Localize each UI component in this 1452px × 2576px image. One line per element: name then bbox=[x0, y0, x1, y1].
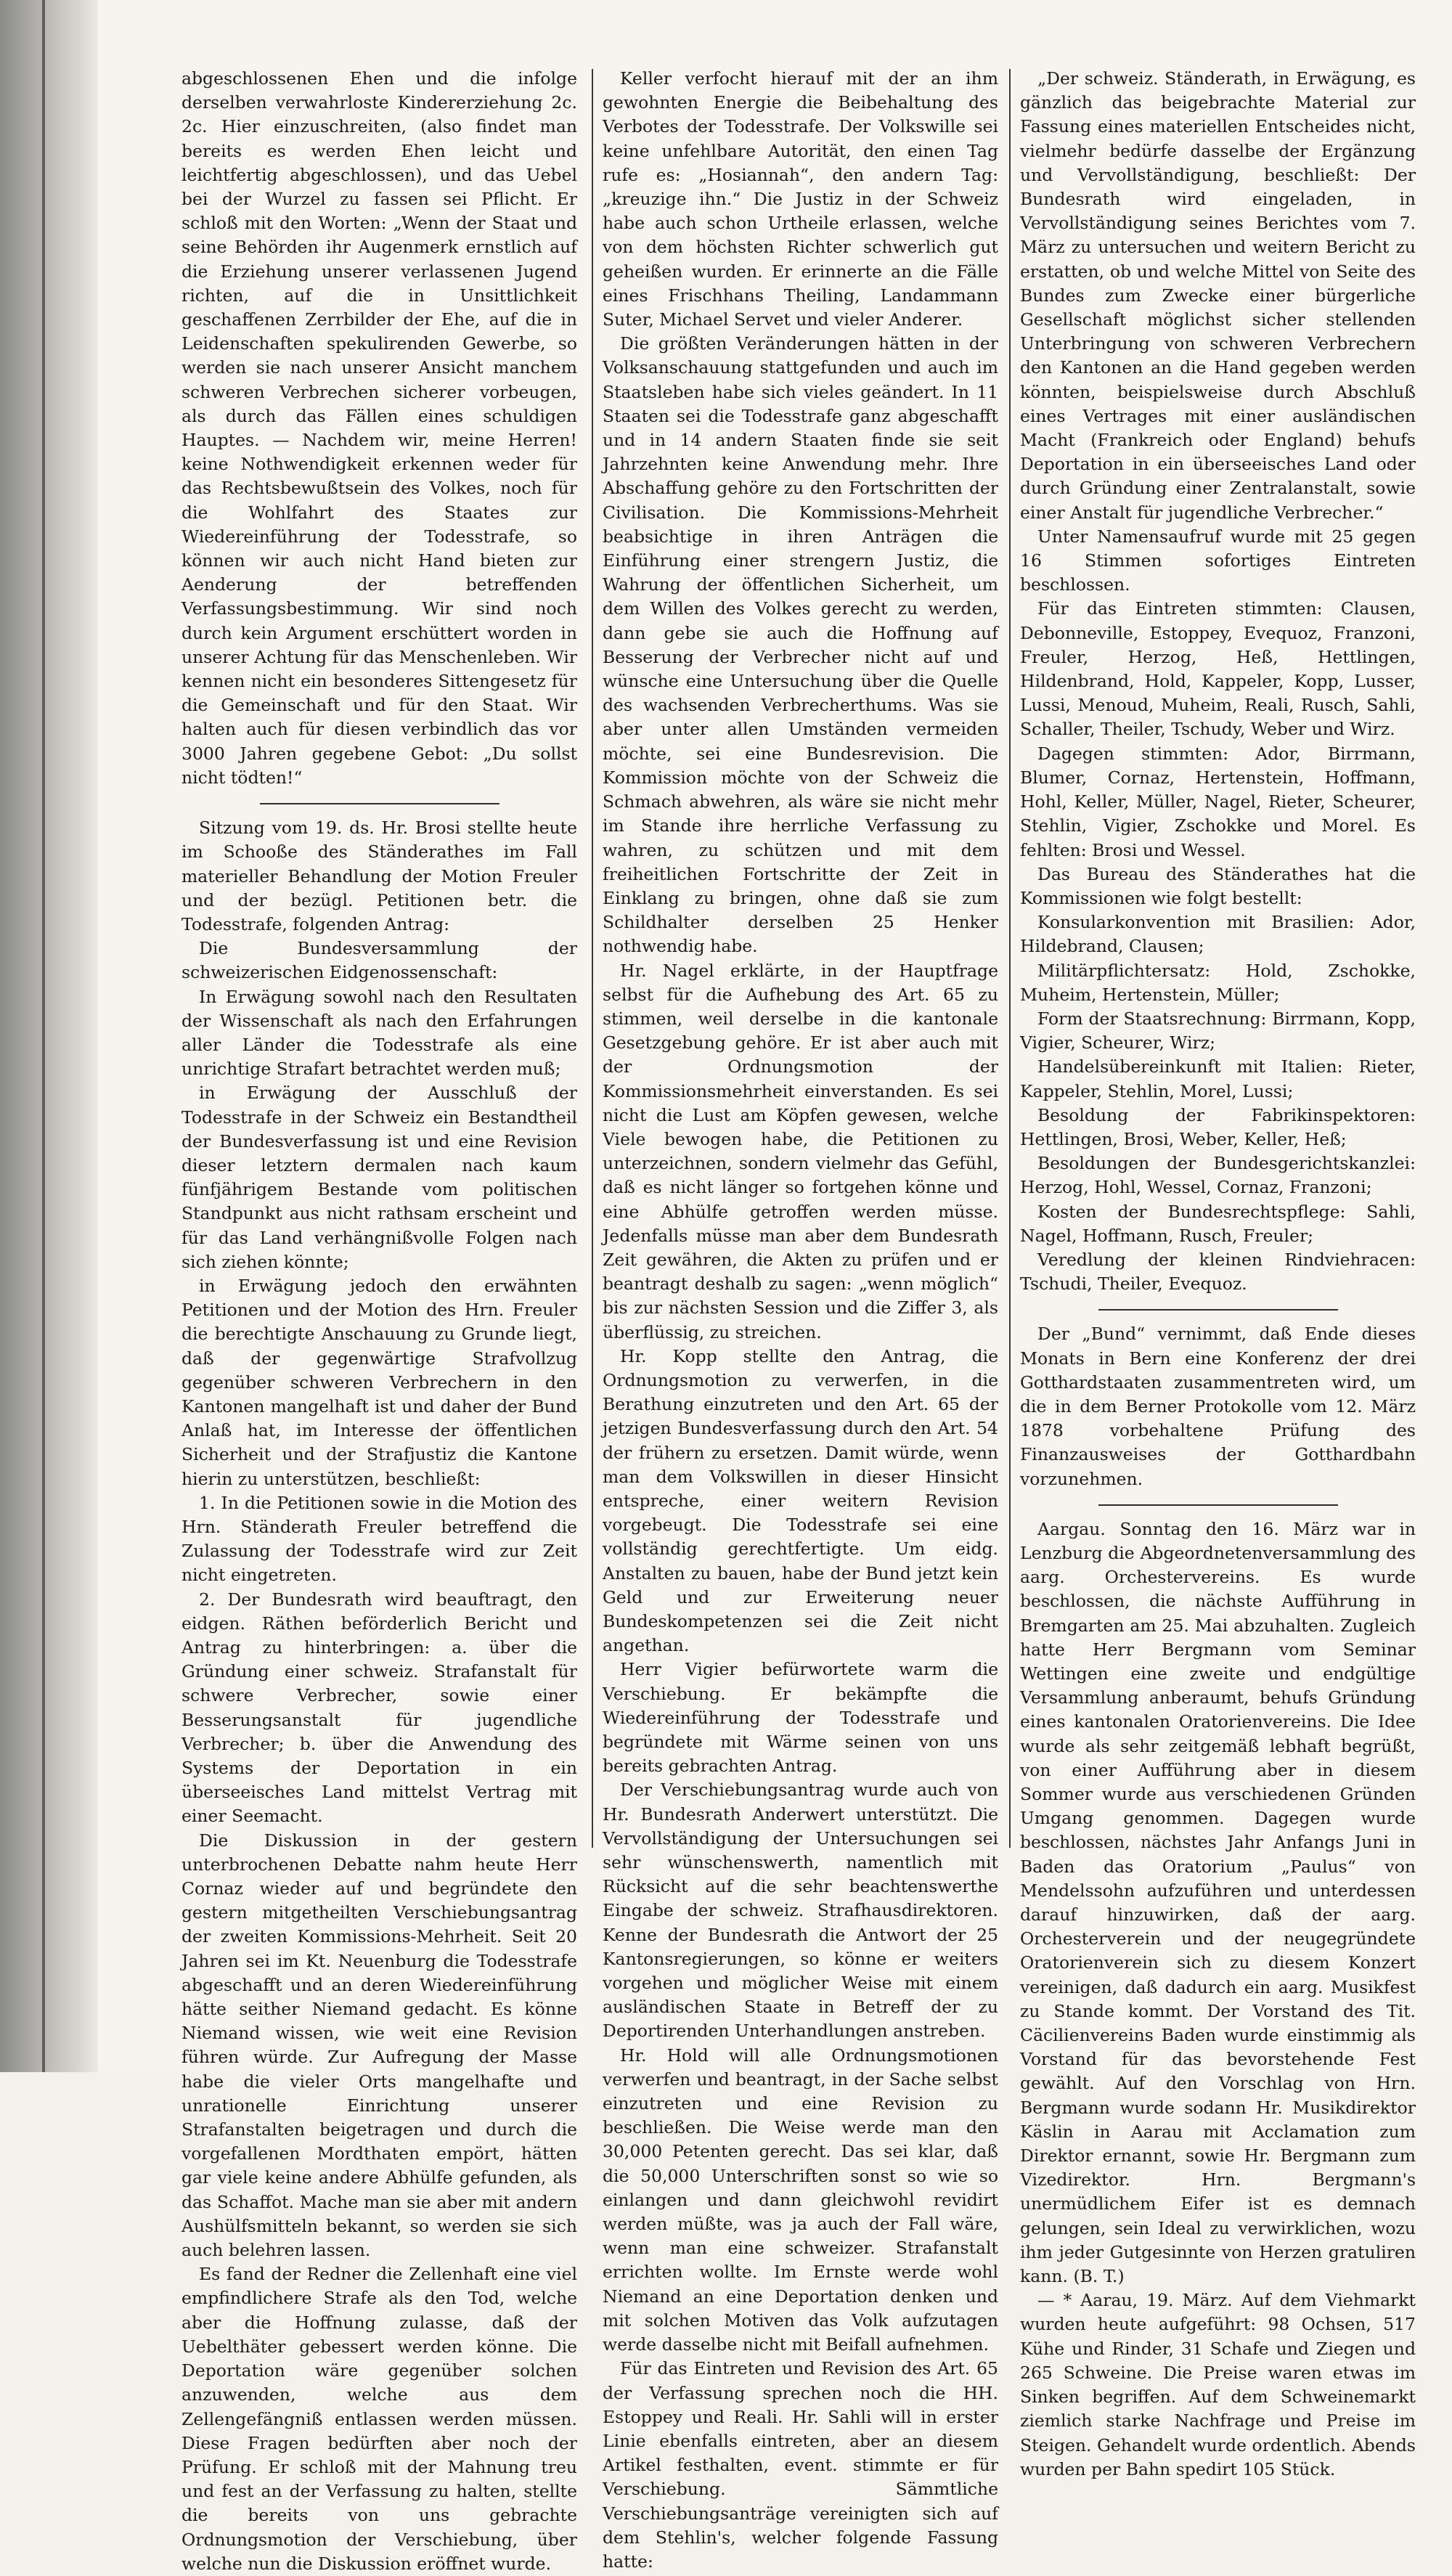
article-paragraph: Besoldung der Fabrikinspektoren: Hettlingen, Brosi, Weber, Keller, Heß; bbox=[1020, 1104, 1416, 1149]
article-paragraph: „Der schweiz. Ständerath, in Erwägung, es gänzlich das beigebrachte Material zur Fassung eines materiellen Entscheides nicht, vielmehr bedürfe dasselbe der Ergänzung und Vervollständigung, beschließt: Der Bundesrath wird eingeladen, in Vervollständigung seines Berichtes vom 7. März zu untersuchen und weitern Bericht zu erstatten, ob und welche Mittel von Seite des Bundes zum Zwecke einer bürgerliche Gesellschaft möglichst sicher stellenden Unterbringung von schweren Verbrechern den Kantonen an die Hand gegeben werden könnten, beispielsweise durch Abschluß eines Vertrages mit einer ausländischen Macht (Frankreich oder England) behufs Deportation in ein überseeisches Land oder durch Gründung einer Zentralanstalt, sowie einer Anstalt für jugendliche Verbrecher.“ bbox=[1020, 68, 1416, 523]
scan-binding-line bbox=[42, 0, 45, 2072]
article-paragraph: Handelsübereinkunft mit Italien: Rieter, Kappeler, Stehlin, Morel, Lussi; bbox=[1020, 1056, 1416, 1101]
article-paragraph: Hr. Nagel erklärte, in der Hauptfrage selbst für die Aufhebung des Art. 65 zu stimmen, weil derselbe in die kantonale Gesetzgebung gehöre. Er ist aber auch mit der Ordnungsmotion der Kommissionsmehrheit einverstanden. Es sei nicht die Lust am Köpfen gewesen, welche Viele bewogen habe, die Petitionen zu unterzeichnen, sondern vielmehr das Gefühl, daß es nicht länger so fortgehen könne und eine Abhülfe getroffen werden müsse. Jedenfalls müsse man aber dem Bundesrath Zeit gewähren, die Akten zu prüfen und er beantragt deshalb zu sagen: „wenn möglich“ bis zur nächsten Session und die Ziffer 3, als überflüssig, zu streichen. bbox=[603, 960, 998, 1342]
article-paragraph: Veredlung der kleinen Rindviehracen: Tschudi, Theiler, Evequoz. bbox=[1020, 1249, 1416, 1295]
article-paragraph: in Erwägung jedoch den erwähnten Petitionen und der Motion des Hrn. Freuler die berechtigte Anschauung zu Grunde liegt, daß der gegenwärtige Strafvollzug gegenüber schweren Verbrechern in den Kantonen mangelhaft ist und daher der Bund Anlaß hat, im Interesse der öffentlichen Sicherheit und der Strafjustiz die Kantone hierin zu unterstützen, beschließt: bbox=[182, 1275, 577, 1489]
article-paragraph: Unter Namensaufruf wurde mit 25 gegen 16 Stimmen sofortiges Eintreten beschlossen. bbox=[1020, 526, 1416, 595]
article-paragraph: Hr. Kopp stellte den Antrag, die Ordnungsmotion zu verwerfen, in die Berathung einzutreten und den Art. 65 der jetzigen Bundesverfassung durch den Art. 54 der frühern zu ersetzen. Damit würde, wenn man dem Volkswillen in dieser Hinsicht entspreche, einer weitern Revision vorgebeugt. Die Todesstrafe sei eine vollständig gerechtfertigte. Um eidg. Anstalten zu bauen, habe der Bund jetzt kein Geld und zur Erweiterung neuer Bundeskompetenzen sei die Zeit nicht angethan. bbox=[603, 1345, 998, 1656]
article-paragraph: Die Diskussion in der gestern unterbrochenen Debatte nahm heute Herr Cornaz wieder auf und begründete den gestern mitgetheilten Verschiebungsantrag der zweiten Kommissions-Mehrheit. Seit 20 Jahren sei im Kt. Neuenburg die Todesstrafe abgeschafft und an deren Wiedereinführung hätte seither Niemand gedacht. Es könne Niemand wissen, wie weit eine Revision führen würde. Zur Aufregung der Masse habe die vieler Orts mangelhafte und unrationelle Einrichtung unserer Strafanstalten beigetragen und durch die vorgefallenen Mordthaten empört, hätten gar viele keine andere Abhülfe gefunden, als das Schaffot. Mache man sie aber mit andern Aushülfsmitteln bekannt, so werden sie sich auch belehren lassen. bbox=[182, 1830, 577, 2261]
article-paragraph: Besoldungen der Bundesgerichtskanzlei: Herzog, Hohl, Wessel, Cornaz, Franzoni; bbox=[1020, 1153, 1416, 1198]
column-divider-1 bbox=[592, 69, 593, 1848]
article-paragraph: Kosten der Bundesrechtspflege: Sahli, Nagel, Hoffmann, Rusch, Freuler; bbox=[1020, 1201, 1416, 1246]
article-paragraph: Der „Bund“ vernimmt, daß Ende dieses Monats in Bern eine Konferenz der drei Gotthardstaaten zusammentreten wird, um die in dem Berner Protokolle vom 12. März 1878 vorbehaltene Prüfung des Finanzausweises der Gotthardbahn vorzunehmen. bbox=[1020, 1324, 1416, 1489]
article-paragraph: Form der Staatsrechnung: Birrmann, Kopp, Vigier, Scheurer, Wirz; bbox=[1020, 1008, 1416, 1053]
article-paragraph: Sitzung vom 19. ds. Hr. Brosi stellte heute im Schooße des Ständerathes im Fall materieller Behandlung der Motion Freuler und der bezügl. Petitionen betr. die Todesstrafe, folgenden Antrag: bbox=[182, 818, 577, 934]
column-divider-2 bbox=[1009, 69, 1011, 1848]
article-paragraph: Die Bundesversammlung der schweizerischen Eidgenossenschaft: bbox=[182, 938, 577, 983]
article-paragraph: Dagegen stimmten: Ador, Birrmann, Blumer, Cornaz, Hertenstein, Hoffmann, Hohl, Keller, Müller, Nagel, Rieter, Scheurer, Stehlin, Vigier, Zschokke und Morel. Es fehlten: Brosi und Wessel. bbox=[1020, 743, 1416, 860]
article-paragraph: Es fand der Redner die Zellenhaft eine viel empfindlichere Strafe als den Tod, welche aber die Hoffnung zulasse, daß der Uebelthäter gebessert werden könne. Die Deportation wäre gegenüber solchen anzuwenden, welche aus dem Zellengefängniß entlassen werden müssen. Diese Fragen bedürften aber noch der Prüfung. Er schloß mit der Mahnung treu und fest an der Verfassung zu halten, stellte die bereits von uns gebrachte Ordnungsmotion der Verschiebung, über welche nun die Diskussion eröffnet wurde. bbox=[182, 2264, 577, 2574]
article-paragraph: Die größten Veränderungen hätten in der Volksanschauung stattgefunden und auch im Staatsleben habe sich vieles geändert. In 11 Staaten sei die Todesstrafe ganz abgeschafft und in 14 andern Staaten finde sie seit Jahrzehnten keine Anwendung mehr. Ihre Abschaffung gehöre zu den Fortschritten der Civilisation. Die Kommissions-Mehrheit beabsichtige in ihren Anträgen die Einführung einer strengern Justiz, die Wahrung der öffentlichen Sicherheit, um dem Willen des Volkes gerecht zu werden, dann gebe sie auch die Hoffnung auf Besserung der Verbrecher nicht auf und wünsche eine Untersuchung über die Quelle des wachsenden Verbrecherthums. Was sie aber unter allen Umständen vermeiden möchte, sei eine Bundesrevision. Die Kommission möchte von der Schweiz die Schmach abwehren, als wäre sie nicht mehr im Stande ihre herrliche Verfassung zu wahren, zu schützen und mit dem freiheitlichen Fortschritte der Zeit in Einklang zu bringen, ohne daß sie zum Schildhalter derselben 25 Henker nothwendig habe. bbox=[603, 333, 998, 957]
column-right bbox=[1020, 67, 1416, 2479]
article-separator bbox=[1098, 1504, 1338, 1506]
article-paragraph: Keller verfocht hierauf mit der an ihm gewohnten Energie die Beibehaltung des Verbotes der Todesstrafe. Der Volkswille sei keine unfehlbare Autorität, den einen Tag rufe es: „Hosiannah“, den andern Tag: „kreuzige ihn.“ Die Justiz in der Schweiz habe auch schon Urtheile erlassen, welche von dem höchsten Richter schwerlich gut geheißen wurden. Er erinnerte an die Fälle eines Frischhans Theiling, Landammann Suter, Michael Servet und vieler Anderer. bbox=[603, 68, 998, 330]
article-paragraph: Militärpflichtersatz: Hold, Zschokke, Muheim, Hertenstein, Müller; bbox=[1020, 960, 1416, 1005]
column-middle bbox=[603, 67, 998, 2572]
article-paragraph: abgeschlossenen Ehen und die infolge derselben verwahrloste Kindererziehung 2c. 2c. Hier einzuschreiten, (also findet man bereits es werden Ehen leicht und leichtfertig abgeschlossen), und das Uebel bei der Wurzel zu fassen sei Pflicht. Er schloß mit den Worten: „Wenn der Staat und seine Behörden ihr Augenmerk ernstlich auf die Erziehung unserer verlassenen Jugend richten, auf die in Unsittlichkeit geschaffenen Zerrbilder der Ehe, auf die in Leidenschaften spekulirenden Gewerbe, so werden sie nach unserer Ansicht manchem schweren Verbrechen sicherer vorbeugen, als durch das Fällen eines schuldigen Hauptes. — Nachdem wir, meine Herren! keine Nothwendigkeit erkennen weder für das Rechtsbewußtsein des Volkes, noch für die Wohlfahrt des Staates zur Wiedereinführung der Todesstrafe, so können wir auch nicht Hand bieten zur Aenderung der betreffenden Verfassungsbestimmung. Wir sind noch durch kein Argument erschüttert worden in unserer Achtung für das Menschenleben. Wir kennen nicht ein besonderes Sittengesetz für die Gemeinschaft und für den Staat. Wir halten auch für diesen verbindlich das vor 3000 Jahren gegebene Gebot: „Du sollst nicht tödten!“ bbox=[182, 68, 577, 788]
article-paragraph: 2. Der Bundesrath wird beauftragt, den eidgen. Räthen beförderlich Bericht und Antrag zu hinterbringen: a. über die Gründung einer schweiz. Strafanstalt für schwere Verbrecher, sowie einer Besserungsanstalt für jugendliche Verbrecher; b. über die Anwendung des Systems der Deportation in ein überseeisches Land mittelst Vertrag mit einer Seemacht. bbox=[182, 1589, 577, 1827]
article-paragraph: Aargau. Sonntag den 16. März war in Lenzburg die Abgeordnetenversammlung des aarg. Orchestervereins. Es wurde beschlossen, die nächste Aufführung in Bremgarten am 25. Mai abzuhalten. Zugleich hatte Herr Bergmann vom Seminar Wettingen eine zweite und endgültige Versammlung anberaumt, behufs Gründung eines kantonalen Oratorienvereins. Die Idee wurde als sehr zeitgemäß lebhaft begrüßt, von einer Aufführung aber in diesem Sommer wurde aus verschiedenen Gründen Umgang genommen. Dagegen wurde beschlossen, nächstes Jahr Anfangs Juni in Baden das Oratorium „Paulus“ von Mendelssohn aufzuführen und unterdessen darauf hinzuwirken, daß der aarg. Orchesterverein und der neugegründete Oratorienverein sich zu diesem Konzert vereinigen, daß dadurch ein aarg. Musikfest zu Stande kommt. Der Vorstand des Tit. Cäcilienvereins Baden wurde einstimmig als Vorstand für das bevorstehende Fest gewählt. Auf den Vorschlag von Hrn. Bergmann wurde sodann Hr. Musikdirektor Käslin in Aarau mit Acclamation zum Direktor ernannt, sowie Hr. Bergmann zum Vizedirektor. Hrn. Bergmann's unermüdlichem Eifer ist es demnach gelungen, sein Ideal zu verwirklichen, wozu ihm jeder Gutgesinnte von Herzen gratuliren kann. (B. T.) bbox=[1020, 1518, 1416, 2287]
article-paragraph: Herr Vigier befürwortete warm die Verschiebung. Er bekämpfte die Wiedereinführung der Todesstrafe und begründete mit Wärme seinen von uns bereits gebrachten Antrag. bbox=[603, 1659, 998, 1777]
article-paragraph: Für das Eintreten stimmten: Clausen, Debonneville, Estoppey, Evequoz, Franzoni, Freuler, Herzog, Heß, Hettlingen, Hildenbrand, Hold, Kappeler, Kopp, Lusser, Lussi, Menoud, Muheim, Reali, Rusch, Sahli, Schaller, Theiler, Tschudy, Weber und Wirz. bbox=[1020, 598, 1416, 740]
scan-left-edge bbox=[0, 0, 98, 2072]
article-separator bbox=[260, 803, 499, 804]
article-paragraph: Der Verschiebungsantrag wurde auch von Hr. Bundesrath Anderwert unterstützt. Die Vervollständigung der Untersuchungen sei sehr wünschenswerth, namentlich mit Rücksicht auf die sehr beachtenswerthe Eingabe der schweiz. Strafhausdirektoren. Kenne der Bundesrath die Antwort der 25 Kantonsregierungen, so könne er weiters vorgehen und möglicher Weise mit einem ausländischen Staate in Betreff der zu Deportirenden Unterhandlungen anstreben. bbox=[603, 1780, 998, 2042]
article-paragraph: In Erwägung sowohl nach den Resultaten der Wissenschaft als nach den Erfahrungen aller Länder die Todesstrafe als eine unrichtige Strafart betrachtet werden muß; bbox=[182, 986, 577, 1080]
article-paragraph: Für das Eintreten und Revision des Art. 65 der Verfassung sprechen noch die HH. Estoppey und Reali. Hr. Sahli will in erster Linie ebenfalls eintreten, aber an diesem Artikel festhalten, event. stimmte er für Verschiebung. Sämmtliche Verschiebungsanträge vereinigten sich auf dem Stehlin's, welcher folgende Fassung hatte: bbox=[603, 2358, 998, 2572]
column-left bbox=[182, 67, 577, 2574]
article-paragraph: Das Bureau des Ständerathes hat die Kommissionen wie folgt bestellt: bbox=[1020, 863, 1416, 908]
article-paragraph: Hr. Hold will alle Ordnungsmotionen verwerfen und beantragt, in der Sache selbst einzutreten und eine Revision zu beschließen. Die Weise werde man den 30,000 Petenten gerecht. Das sei klar, daß die 50,000 Unterschriften sonst so wie so einlangen und dann gleichwohl revidirt werden müßte, was ja auch der Fall wäre, wenn man eine schweizer. Strafanstalt errichten wollte. Im Ernste werde wohl Niemand an eine Deportation denken und mit solchen Motiven das Volk aufzutagen werde dasselbe nicht mit Beifall aufnehmen. bbox=[603, 2045, 998, 2355]
article-paragraph: in Erwägung der Ausschluß der Todesstrafe in der Schweiz ein Bestandtheil der Bundesverfassung ist und eine Revision dieser letztern dermalen nach kaum fünfjährigem Bestande vom politischen Standpunkt aus nicht rathsam erscheint und für das Land verhängnißvolle Folgen nach sich ziehen könnte; bbox=[182, 1083, 577, 1272]
article-paragraph: Konsularkonvention mit Brasilien: Ador, Hildebrand, Clausen; bbox=[1020, 912, 1416, 957]
article-separator bbox=[1098, 1309, 1338, 1311]
article-paragraph: — * Aarau, 19. März. Auf dem Viehmarkt wurden heute aufgeführt: 98 Ochsen, 517 Kühe und Rinder, 31 Schafe und Ziegen und 265 Schweine. Die Preise waren etwas im Sinken begriffen. Auf dem Schweinemarkt ziemlich starke Nachfrage und Preise im Steigen. Gehandelt wurde ordentlich. Abends wurden per Bahn spedirt 105 Stück. bbox=[1020, 2290, 1416, 2479]
article-paragraph: 1. In die Petitionen sowie in die Motion des Hrn. Ständerath Freuler betreffend die Zulassung der Todesstrafe wird zur Zeit nicht eingetreten. bbox=[182, 1492, 577, 1586]
